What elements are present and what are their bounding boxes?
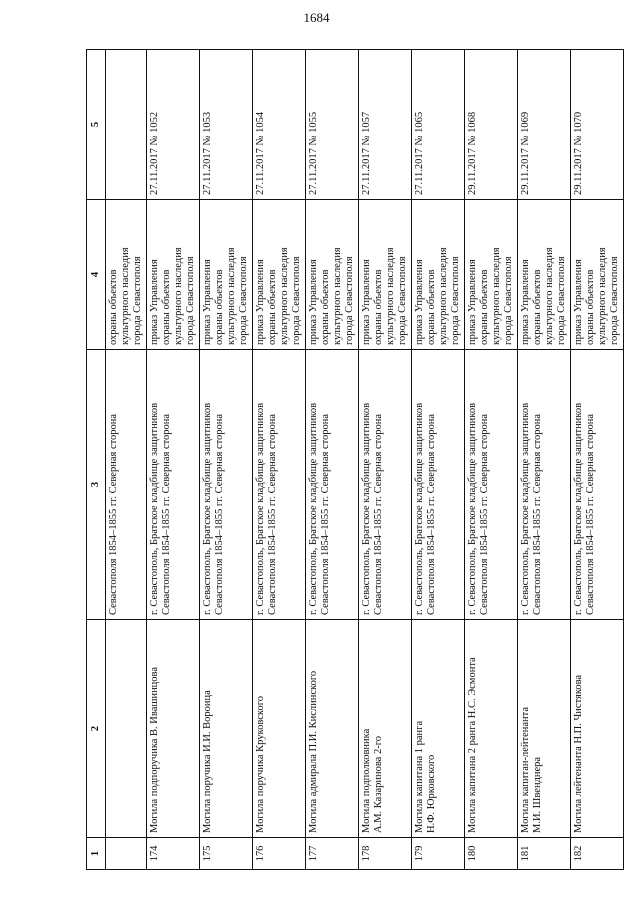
registry-table — [86, 49, 624, 870]
header-col-3: 3 — [87, 350, 106, 620]
cell-num: 180 — [465, 838, 518, 870]
cell-name: Могила адмирала П.И. Кислинского — [306, 620, 359, 838]
cell-date — [106, 50, 147, 200]
header-col-2: 2 — [87, 620, 106, 838]
cell-name — [106, 620, 147, 838]
cell-address: г. Севастополь, Братское кладбище защитников Севастополя 1854–1855 гг. Северная сторона — [147, 350, 200, 620]
table-row — [571, 50, 624, 870]
cell-num — [106, 838, 147, 870]
cell-document: приказ Управления охраны объектов культурного наследия города Севастополя — [412, 200, 465, 350]
cell-address: Севастополя 1854–1855 гг. Северная сторона — [106, 350, 147, 620]
cell-num: 174 — [147, 838, 200, 870]
cell-num: 179 — [412, 838, 465, 870]
cell-document: охраны объектов культурного наследия города Севастополя — [106, 200, 147, 350]
cell-name: Могила подпоручика В. Ивашинцова — [147, 620, 200, 838]
cell-document: приказ Управления охраны объектов культурного наследия города Севастополя — [253, 200, 306, 350]
cell-date: 29.11.2017 № 1070 — [571, 50, 624, 200]
cell-document: приказ Управления охраны объектов культурного наследия города Севастополя — [571, 200, 624, 350]
cell-address: г. Севастополь, Братское кладбище защитников Севастополя 1854–1855 гг. Северная сторона — [412, 350, 465, 620]
table-row — [518, 50, 571, 870]
cell-document: приказ Управления охраны объектов культурного наследия города Севастополя — [359, 200, 412, 350]
cell-date: 27.11.2017 № 1052 — [147, 50, 200, 200]
header-col-1: 1 — [87, 838, 106, 870]
cell-date: 27.11.2017 № 1054 — [253, 50, 306, 200]
cell-name: Могила капитана 1 ранга Н.Ф. Юрковского — [412, 620, 465, 838]
cell-name: Могила поручика Круковского — [253, 620, 306, 838]
cell-document: приказ Управления охраны объектов культурного наследия города Севастополя — [147, 200, 200, 350]
table-row — [412, 50, 465, 870]
table-row — [306, 50, 359, 870]
cell-date: 29.11.2017 № 1069 — [518, 50, 571, 200]
rotated-table-wrapper — [86, 50, 620, 870]
header-col-5: 5 — [87, 50, 106, 200]
cell-address: г. Севастополь, Братское кладбище защитников Севастополя 1854–1855 гг. Северная сторона — [253, 350, 306, 620]
cell-name: Могила поручика И.И. Вороица — [200, 620, 253, 838]
cell-address: г. Севастополь, Братское кладбище защитников Севастополя 1854–1855 гг. Северная сторона — [359, 350, 412, 620]
cell-name: Могила капитан-лейтенанта М.И. Швенднера — [518, 620, 571, 838]
cell-address: г. Севастополь, Братское кладбище защитников Севастополя 1854–1855 гг. Северная сторона — [465, 350, 518, 620]
cell-num: 177 — [306, 838, 359, 870]
header-row — [87, 50, 106, 870]
cell-document: приказ Управления охраны объектов культурного наследия города Севастополя — [306, 200, 359, 350]
cell-address: г. Севастополь, Братское кладбище защитников Севастополя 1854–1855 гг. Северная сторона — [518, 350, 571, 620]
cell-date: 27.11.2017 № 1055 — [306, 50, 359, 200]
table-row — [359, 50, 412, 870]
cell-address: г. Севастополь, Братское кладбище защитников Севастополя 1854–1855 гг. Северная сторона — [200, 350, 253, 620]
table-row — [253, 50, 306, 870]
table-row — [147, 50, 200, 870]
cell-name: Могила подполковника А.М. Казаринова 2-го — [359, 620, 412, 838]
header-col-4: 4 — [87, 200, 106, 350]
cell-num: 176 — [253, 838, 306, 870]
cell-document: приказ Управления охраны объектов культурного наследия города Севастополя — [465, 200, 518, 350]
cell-num: 175 — [200, 838, 253, 870]
cell-name: Могила капитана 2 ранга Н.С. Эсмонта — [465, 620, 518, 838]
cell-name: Могила лейтенанта Н.П. Чистякова — [571, 620, 624, 838]
continuation-row — [106, 50, 147, 870]
cell-date: 27.11.2017 № 1057 — [359, 50, 412, 200]
cell-date: 27.11.2017 № 1053 — [200, 50, 253, 200]
cell-address: г. Севастополь, Братское кладбище защитников Севастополя 1854–1855 гг. Северная сторона — [306, 350, 359, 620]
cell-num: 182 — [571, 838, 624, 870]
cell-address: г. Севастополь, Братское кладбище защитников Севастополя 1854–1855 гг. Северная сторона — [571, 350, 624, 620]
cell-date: 27.11.2017 № 1065 — [412, 50, 465, 200]
cell-num: 181 — [518, 838, 571, 870]
cell-num: 178 — [359, 838, 412, 870]
cell-document: приказ Управления охраны объектов культурного наследия города Севастополя — [518, 200, 571, 350]
table-row — [465, 50, 518, 870]
cell-document: приказ Управления охраны объектов культурного наследия города Севастополя — [200, 200, 253, 350]
table-row — [200, 50, 253, 870]
page-number: 1684 — [303, 10, 330, 25]
rotated-table — [86, 50, 620, 870]
cell-date: 29.11.2017 № 1068 — [465, 50, 518, 200]
